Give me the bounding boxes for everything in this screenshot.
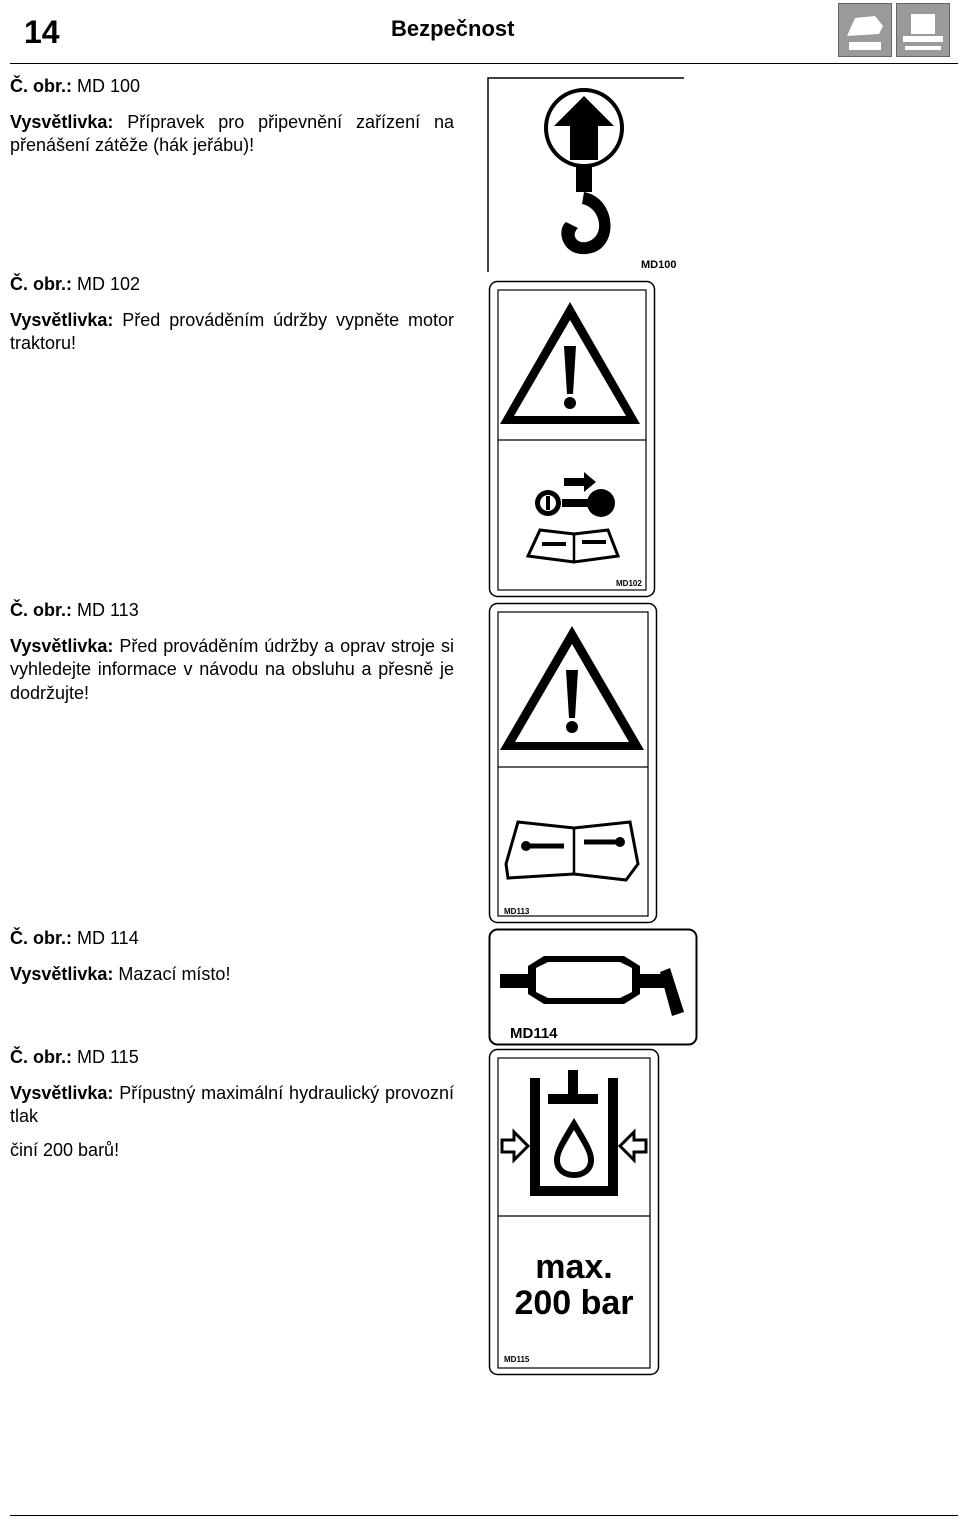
desc-label: Vysvětlivka:	[10, 309, 114, 330]
manual-book-icon	[506, 822, 638, 880]
sign-code: MD114	[510, 1025, 558, 1042]
bbg-logo	[838, 3, 892, 57]
desc-text: Před prováděním údržby a oprav stroje si vyhledejte informace v návodu na obsluhu a přesně je dodržujte!	[10, 635, 454, 703]
entry-label: Č. obr.:	[10, 76, 72, 96]
desc-text-continued: činí 200 barů!	[10, 1139, 120, 1160]
sign-code: MD115	[504, 1355, 530, 1364]
desc-text: Mazací místo!	[118, 963, 231, 984]
sign-md113	[488, 602, 658, 924]
amazone-logo	[896, 3, 950, 57]
entry-code: MD 102	[77, 274, 141, 294]
sign-code: MD113	[504, 907, 530, 916]
header-rule	[10, 63, 958, 64]
entry-md114	[10, 927, 454, 986]
entry-label: Č. obr.:	[10, 928, 72, 948]
desc-label: Vysvětlivka:	[10, 1082, 114, 1103]
entry-label: Č. obr.:	[10, 1047, 72, 1067]
sign-md114	[488, 928, 698, 1046]
desc-text: Před prováděním údržby vypněte motor traktoru!	[10, 309, 454, 353]
sign-code: MD100	[641, 259, 677, 271]
desc-label: Vysvětlivka:	[10, 635, 114, 656]
entry-label: Č. obr.:	[10, 600, 72, 620]
entry-code: MD 100	[77, 76, 141, 96]
desc-text: Přípustný maximální hydraulický provozní tlak	[10, 1082, 454, 1126]
crane-hook-icon	[561, 166, 610, 254]
entry-label: Č. obr.:	[10, 274, 72, 294]
desc-label: Vysvětlivka:	[10, 111, 114, 132]
footer-rule	[10, 1515, 958, 1516]
entry-code: MD 114	[77, 928, 139, 948]
sign-md100	[486, 76, 686, 274]
manual-book-icon	[528, 530, 618, 562]
sign-pressure-value: 200 bar	[514, 1284, 634, 1322]
entry-md113	[10, 599, 454, 705]
sign-md115	[488, 1048, 660, 1376]
sign-md102	[488, 280, 656, 598]
arrow-up-icon	[546, 90, 622, 166]
entry-code: MD 115	[77, 1047, 139, 1067]
sign-max-label: max.	[535, 1248, 613, 1286]
entry-md102	[10, 273, 454, 356]
sign-code: MD102	[616, 579, 642, 588]
entry-md115	[10, 1046, 454, 1162]
desc-text: Přípravek pro připevnění zařízení na přenášení zátěže (hák jeřábu)!	[10, 111, 454, 155]
entry-md100	[10, 75, 454, 158]
page-number: 14	[24, 14, 60, 50]
chapter-title: Bezpečnost	[391, 16, 515, 41]
entry-code: MD 113	[77, 600, 139, 620]
desc-label: Vysvětlivka:	[10, 963, 114, 984]
